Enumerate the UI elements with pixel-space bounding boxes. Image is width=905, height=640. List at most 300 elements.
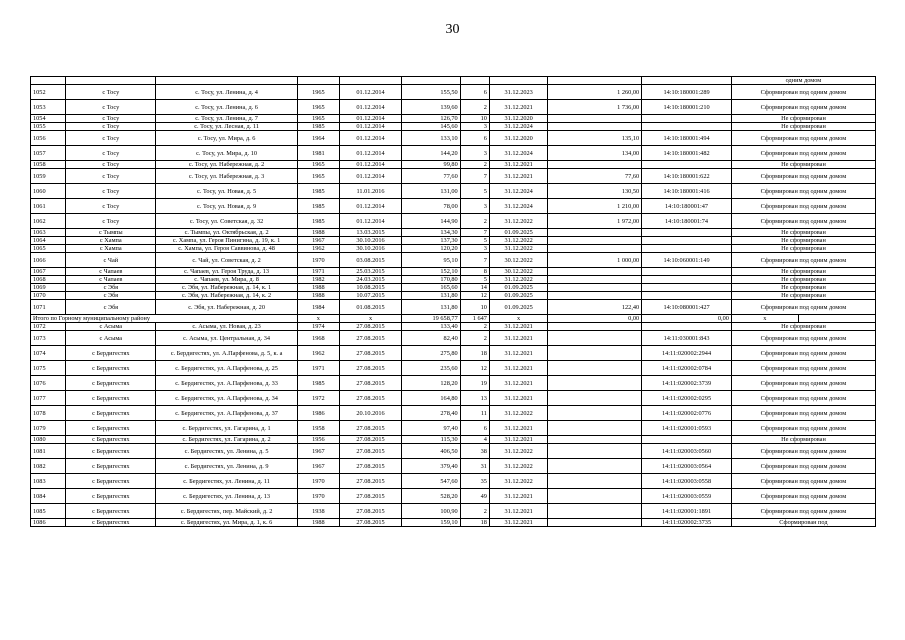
status-cell: Не сформирован xyxy=(731,268,875,276)
table-row xyxy=(31,115,876,123)
table-row xyxy=(31,123,876,131)
row-number-cell: 1053 xyxy=(31,100,66,115)
cost-cell xyxy=(548,421,642,436)
year-cell: 1971 xyxy=(298,268,340,276)
cadastral-cell xyxy=(642,323,732,331)
cadastral-cell: 14:11:020001:0593 xyxy=(642,421,732,436)
cadastral-cell: 14:11:020002:0776 xyxy=(642,406,732,421)
address-cell: с. Бердигестях, пер. Майский, д. 2 xyxy=(156,504,298,519)
table-row xyxy=(31,284,876,292)
area-cell: 95,10 xyxy=(402,253,460,268)
address-cell: с. Бердигестях, ул. Ленина, д. 13 xyxy=(156,489,298,504)
locality-cell: с Асыма xyxy=(66,331,156,346)
status-cell: Сформирован под одним домом xyxy=(731,444,875,459)
area-cell xyxy=(402,77,460,85)
residents-cell: 49 xyxy=(460,489,489,504)
residents-cell: 3 xyxy=(460,199,489,214)
year-cell: 1965 xyxy=(298,115,340,123)
status-cell: Сформирован под одним домом xyxy=(731,406,875,421)
area-cell: 275,80 xyxy=(402,346,460,361)
residents-cell: 6 xyxy=(460,421,489,436)
year-cell: 1938 xyxy=(298,504,340,519)
date-cell: 27.08.2015 xyxy=(339,391,402,406)
status-cell: Сформирован под одним домом xyxy=(731,131,875,146)
date-cell: 01.12.2014 xyxy=(339,131,402,146)
plan-date-cell: 31.12.2022 xyxy=(489,474,547,489)
plan-date-cell: 31.12.2021 xyxy=(489,100,547,115)
plan-date-cell: 31.12.2022 xyxy=(489,459,547,474)
table-row xyxy=(31,436,876,444)
row-number-cell: 1054 xyxy=(31,115,66,123)
residents-cell: 12 xyxy=(460,361,489,376)
cadastral-cell: 14:11:020002:0784 xyxy=(642,361,732,376)
address-cell: с. Бердигестях, ул. Ленина, д. 5 xyxy=(156,444,298,459)
address-cell: с. Хампа, ул. Героя Саввинова, д. 48 xyxy=(156,245,298,253)
area-cell: 547,60 xyxy=(402,474,460,489)
cost-cell xyxy=(548,115,642,123)
plan-date-cell: 31.12.2022 xyxy=(489,444,547,459)
locality-cell: с Тосу xyxy=(66,85,156,100)
address-cell: с. Эбя, ул. Набережная, д. 20 xyxy=(156,300,298,315)
area-cell: 406,50 xyxy=(402,444,460,459)
area-cell: 120,20 xyxy=(402,245,460,253)
year-cell: 1985 xyxy=(298,376,340,391)
address-cell: с. Тосу, ул. Набережная, д. 3 xyxy=(156,169,298,184)
residents-cell: 6 xyxy=(460,85,489,100)
cost-cell xyxy=(548,346,642,361)
plan-date-cell: 31.12.2022 xyxy=(489,214,547,229)
table-row xyxy=(31,331,876,346)
date-cell: 10.08.2015 xyxy=(339,284,402,292)
plan-sum-cell: 0,00 xyxy=(548,315,642,323)
residents-cell: 1 647 xyxy=(460,315,489,323)
year-cell: 1971 xyxy=(298,361,340,376)
locality-cell: с Хампа xyxy=(66,245,156,253)
address-cell: с. Бердигестях, ул. А.Парфенова, д. 33 xyxy=(156,376,298,391)
cost-cell xyxy=(548,504,642,519)
cadastral-cell: 14:10:180001:416 xyxy=(642,184,732,199)
residents-cell: 13 xyxy=(460,391,489,406)
year-cell: 1985 xyxy=(298,214,340,229)
cadastral-cell xyxy=(642,229,732,237)
residents-cell: 14 xyxy=(460,284,489,292)
year-cell: 1984 xyxy=(298,300,340,315)
residents-cell: 31 xyxy=(460,459,489,474)
area-cell: 145,60 xyxy=(402,123,460,131)
status-cell: Не сформирован xyxy=(731,237,875,245)
residents-cell: 19 xyxy=(460,376,489,391)
plan-date-cell: 31.12.2020 xyxy=(489,131,547,146)
locality-cell: с Хампа xyxy=(66,237,156,245)
date-cell: 01.12.2014 xyxy=(339,169,402,184)
status-cell: Не сформирован xyxy=(731,115,875,123)
status-cell: Сформирован под одним домом xyxy=(731,85,875,100)
status-cell: Сформирован под одним домом xyxy=(731,504,875,519)
cadastral-cell: 14:10:180001:289 xyxy=(642,85,732,100)
plan-date-cell: 01.09.2025 xyxy=(489,229,547,237)
table-row xyxy=(31,100,876,115)
row-number-cell: 1080 xyxy=(31,436,66,444)
row-number-cell: 1065 xyxy=(31,245,66,253)
cost-cell xyxy=(548,229,642,237)
date-cell: 27.08.2015 xyxy=(339,504,402,519)
address-cell: с. Хампа, ул. Героя Пинигина, д. 19, к. 1 xyxy=(156,237,298,245)
row-number-cell: 1057 xyxy=(31,146,66,161)
area-cell: 100,90 xyxy=(402,504,460,519)
plan-date-cell: 31.12.2024 xyxy=(489,199,547,214)
cadastral-cell: 14:11:020003:0559 xyxy=(642,489,732,504)
status-cell: Сформирован под xyxy=(731,519,875,527)
cost-cell xyxy=(548,459,642,474)
cadastral-cell xyxy=(642,284,732,292)
address-cell: с. Бердигестях, ул. Гагарина, д. 1 xyxy=(156,421,298,436)
table-row xyxy=(31,161,876,169)
status-cell: Не сформирован xyxy=(731,123,875,131)
residents-cell: 6 xyxy=(460,131,489,146)
table-row xyxy=(31,77,876,85)
plan-date-cell: 31.12.2021 xyxy=(489,421,547,436)
address-cell: с. Тосу, ул. Новая, д. 5 xyxy=(156,184,298,199)
row-number-cell: 1086 xyxy=(31,519,66,527)
cadastral-cell xyxy=(642,115,732,123)
status-cell: Сформирован под одним домом xyxy=(731,199,875,214)
area-cell: 164,80 xyxy=(402,391,460,406)
residents-cell: 3 xyxy=(460,123,489,131)
total-label: Итого по Горному муниципальному району xyxy=(31,315,298,323)
year-cell: 1981 xyxy=(298,146,340,161)
date-cell: 01.12.2014 xyxy=(339,85,402,100)
year-cell: 1988 xyxy=(298,229,340,237)
address-cell: с. Бердигестях, ул. А.Парфенова, д. 25 xyxy=(156,361,298,376)
locality-cell: с Бердигестях xyxy=(66,489,156,504)
year-cell: 1988 xyxy=(298,292,340,300)
cadastral-cell: 14:11:020002:0295 xyxy=(642,391,732,406)
table-row xyxy=(31,391,876,406)
plan-date-cell: 31.12.2021 xyxy=(489,391,547,406)
locality-cell: с Тосу xyxy=(66,100,156,115)
table-row xyxy=(31,444,876,459)
cost-cell xyxy=(548,284,642,292)
table-row xyxy=(31,146,876,161)
locality-cell: с Бердигестях xyxy=(66,391,156,406)
row-number-cell: 1078 xyxy=(31,406,66,421)
date-cell: 27.08.2015 xyxy=(339,489,402,504)
plan-date-cell: 31.12.2022 xyxy=(489,237,547,245)
page-number: 30 xyxy=(445,22,460,37)
area-cell: 144,90 xyxy=(402,214,460,229)
residents-cell: 3 xyxy=(460,245,489,253)
residents-cell: 5 xyxy=(460,184,489,199)
residents-cell: 2 xyxy=(460,331,489,346)
area-cell: 97,40 xyxy=(402,421,460,436)
cost-cell xyxy=(548,268,642,276)
cost-cell: 1 972,00 xyxy=(548,214,642,229)
residents-cell xyxy=(460,77,489,85)
table-row xyxy=(31,459,876,474)
cadastral-cell xyxy=(642,268,732,276)
address-cell: с. Бердигестях, ул. А.Парфенова, д. 37 xyxy=(156,406,298,421)
cadastral-cell: 14:11:020003:0560 xyxy=(642,444,732,459)
plan-date-cell: 31.12.2021 xyxy=(489,504,547,519)
locality-cell: с Асыма xyxy=(66,323,156,331)
date-cell: 27.08.2015 xyxy=(339,436,402,444)
table-row xyxy=(31,519,876,527)
area-cell: 278,40 xyxy=(402,406,460,421)
residents-cell: 4 xyxy=(460,436,489,444)
status-cell: Не сформирован xyxy=(731,161,875,169)
cost-cell: 134,00 xyxy=(548,146,642,161)
locality-cell: с Бердигестях xyxy=(66,421,156,436)
residents-cell: 3 xyxy=(460,146,489,161)
locality-cell: с Чапаев xyxy=(66,268,156,276)
status-cell: Сформирован под одним домом xyxy=(731,300,875,315)
cadastral-cell: 14:10:180001:622 xyxy=(642,169,732,184)
year-cell: 1965 xyxy=(298,85,340,100)
table-total-row xyxy=(31,315,876,323)
cost-cell xyxy=(548,444,642,459)
row-number-cell: 1082 xyxy=(31,459,66,474)
area-cell: 133,10 xyxy=(402,131,460,146)
locality-cell xyxy=(66,77,156,85)
residents-cell: 12 xyxy=(460,292,489,300)
address-cell: с. Асыма, ул. Новая, д. 23 xyxy=(156,323,298,331)
year-cell: 1967 xyxy=(298,444,340,459)
locality-cell: с Тосу xyxy=(66,199,156,214)
plan-date-cell: 31.12.2021 xyxy=(489,346,547,361)
date-cell: 27.08.2015 xyxy=(339,459,402,474)
row-number-cell: 1058 xyxy=(31,161,66,169)
area-cell: 19 658,77 xyxy=(402,315,460,323)
row-number-cell: 1076 xyxy=(31,376,66,391)
table-row xyxy=(31,169,876,184)
residents-cell: 5 xyxy=(460,276,489,284)
locality-cell: с Чапаев xyxy=(66,276,156,284)
row-number-cell: 1084 xyxy=(31,489,66,504)
year-cell: 1985 xyxy=(298,123,340,131)
row-number-cell: 1085 xyxy=(31,504,66,519)
residents-cell: 38 xyxy=(460,444,489,459)
locality-cell: с Тосу xyxy=(66,214,156,229)
status-cell: Сформирован под одним домом xyxy=(731,361,875,376)
year-cell: 1965 xyxy=(298,169,340,184)
table-row xyxy=(31,237,876,245)
cadastral-cell: 14:11:020002:3735 xyxy=(642,519,732,527)
address-cell xyxy=(156,77,298,85)
row-number-cell: 1059 xyxy=(31,169,66,184)
year-cell: 1988 xyxy=(298,284,340,292)
cost-cell xyxy=(548,237,642,245)
table-row xyxy=(31,245,876,253)
cost-cell xyxy=(548,77,642,85)
cadastral-cell: 14:10:180001:494 xyxy=(642,131,732,146)
year-cell: 1968 xyxy=(298,331,340,346)
date-cell: 27.08.2015 xyxy=(339,361,402,376)
locality-cell: с Бердигестях xyxy=(66,436,156,444)
date-cell: 01.12.2014 xyxy=(339,123,402,131)
cadastral-cell xyxy=(642,436,732,444)
status-cell: Сформирован под одним домом xyxy=(731,459,875,474)
residents-cell: 2 xyxy=(460,161,489,169)
date-cell: 01.12.2014 xyxy=(339,214,402,229)
locality-cell: с Бердигестях xyxy=(66,346,156,361)
plan-date-cell xyxy=(489,77,547,85)
plan-date-cell: 01.09.2025 xyxy=(489,300,547,315)
status-cell: Сформирован под одним домом xyxy=(731,100,875,115)
cadastral-cell xyxy=(642,245,732,253)
row-number-cell: 1061 xyxy=(31,199,66,214)
address-cell: с. Чай, ул. Советская, д. 2 xyxy=(156,253,298,268)
row-number-cell: 1074 xyxy=(31,346,66,361)
year-cell: 1972 xyxy=(298,391,340,406)
date-cell: 11.01.2016 xyxy=(339,184,402,199)
cost-cell: 77,60 xyxy=(548,169,642,184)
plan-date-cell: 31.12.2021 xyxy=(489,489,547,504)
area-cell: 379,40 xyxy=(402,459,460,474)
year-cell: 1962 xyxy=(298,245,340,253)
status-cell xyxy=(798,315,875,323)
locality-cell: с Бердигестях xyxy=(66,444,156,459)
date-cell: x xyxy=(339,315,402,323)
locality-cell: с Тосу xyxy=(66,115,156,123)
status-cell: Не сформирован xyxy=(731,245,875,253)
year-cell xyxy=(298,77,340,85)
cadastral-cell xyxy=(642,292,732,300)
area-cell: 170,80 xyxy=(402,276,460,284)
cadastral-cell xyxy=(642,237,732,245)
plan-date-cell: 31.12.2021 xyxy=(489,323,547,331)
area-cell: 78,00 xyxy=(402,199,460,214)
table-row xyxy=(31,184,876,199)
plan-date-cell: 31.12.2021 xyxy=(489,436,547,444)
area-cell: 131,00 xyxy=(402,184,460,199)
cadastral-cell: 14:10:060001:149 xyxy=(642,253,732,268)
date-cell: 20.10.2016 xyxy=(339,406,402,421)
area-cell: 131,80 xyxy=(402,292,460,300)
cost-cell xyxy=(548,123,642,131)
row-number-cell: 1073 xyxy=(31,331,66,346)
status-cell: Сформирован под одним домом xyxy=(731,214,875,229)
cost-cell: 1 210,00 xyxy=(548,199,642,214)
year-cell: 1970 xyxy=(298,253,340,268)
date-cell: 30.10.2016 xyxy=(339,245,402,253)
cadastral-cell xyxy=(642,77,732,85)
area-cell: 137,30 xyxy=(402,237,460,245)
plan-date-cell: 31.12.2021 xyxy=(489,376,547,391)
locality-cell: с Бердигестях xyxy=(66,519,156,527)
locality-cell: с Эбя xyxy=(66,300,156,315)
year-cell: 1985 xyxy=(298,199,340,214)
row-number-cell: 1060 xyxy=(31,184,66,199)
cost-cell xyxy=(548,323,642,331)
locality-cell: с Тосу xyxy=(66,184,156,199)
area-cell: 131,80 xyxy=(402,300,460,315)
cadastral-cell: 14:10:180001:482 xyxy=(642,146,732,161)
address-cell: с. Тосу, ул. Мира, д. 10 xyxy=(156,146,298,161)
status-cell: Сформирован под одним домом xyxy=(731,331,875,346)
date-cell: 24.03.2015 xyxy=(339,276,402,284)
cadastral-cell: 14:11:020003:0558 xyxy=(642,474,732,489)
row-number-cell xyxy=(31,77,66,85)
area-cell: 99,80 xyxy=(402,161,460,169)
status-cell: Не сформирован xyxy=(731,276,875,284)
cost-cell: 135,10 xyxy=(548,131,642,146)
cadastral-cell: 14:11:020001:1891 xyxy=(642,504,732,519)
plan-date-cell: 31.12.2021 xyxy=(489,519,547,527)
residents-cell: 7 xyxy=(460,229,489,237)
residents-cell: 35 xyxy=(460,474,489,489)
table-row xyxy=(31,214,876,229)
address-cell: с. Тосу, ул. Новая, д. 9 xyxy=(156,199,298,214)
date-cell: 01.12.2014 xyxy=(339,100,402,115)
plan-date-cell: 01.09.2025 xyxy=(489,284,547,292)
year-cell: 1974 xyxy=(298,323,340,331)
cost-cell xyxy=(548,276,642,284)
date-cell: 01.12.2014 xyxy=(339,146,402,161)
plan-date-cell: 30.12.2022 xyxy=(489,253,547,268)
row-number-cell: 1066 xyxy=(31,253,66,268)
plan-date-cell: 31.12.2023 xyxy=(489,85,547,100)
locality-cell: с Бердигестях xyxy=(66,376,156,391)
address-cell: с. Бердигестях, ул. Мира, д. 1, к. 6 xyxy=(156,519,298,527)
locality-cell: с Бердигестях xyxy=(66,406,156,421)
cost-cell xyxy=(548,361,642,376)
date-cell xyxy=(339,77,402,85)
residents-cell: 5 xyxy=(460,237,489,245)
status-cell: Не сформирован xyxy=(731,229,875,237)
residents-cell: 8 xyxy=(460,268,489,276)
plan-date-cell: x xyxy=(489,315,547,323)
table-row xyxy=(31,361,876,376)
date-cell: 27.08.2015 xyxy=(339,331,402,346)
plan-date-cell: 31.12.2024 xyxy=(489,184,547,199)
cost-cell: 0,00 xyxy=(642,315,732,323)
status-cell: Не сформирован xyxy=(731,292,875,300)
residents-cell: 2 xyxy=(460,100,489,115)
status-cell: Сформирован под одним домом xyxy=(731,253,875,268)
row-number-cell: 1069 xyxy=(31,284,66,292)
status-cell: Сформирован под одним домом xyxy=(731,184,875,199)
cost-cell: 1 260,00 xyxy=(548,85,642,100)
status-cell: одним домом xyxy=(731,77,875,85)
table-row xyxy=(31,323,876,331)
year-cell: 1964 xyxy=(298,131,340,146)
table-row xyxy=(31,229,876,237)
address-cell: с. Тосу, ул. Ленина, д. 6 xyxy=(156,100,298,115)
table-row xyxy=(31,292,876,300)
housing-register-table xyxy=(30,76,876,527)
status-cell: Сформирован под одним домом xyxy=(731,346,875,361)
address-cell: с. Тосу, ул. Лесная, д. 11 xyxy=(156,123,298,131)
plan-date-cell: 31.12.2021 xyxy=(489,331,547,346)
row-number-cell: 1067 xyxy=(31,268,66,276)
area-cell: 128,20 xyxy=(402,376,460,391)
cost-cell xyxy=(548,292,642,300)
locality-cell: с Бердигестях xyxy=(66,504,156,519)
year-cell: x xyxy=(298,315,340,323)
date-cell: 25.03.2015 xyxy=(339,268,402,276)
plan-date-cell: 30.12.2022 xyxy=(489,268,547,276)
cadastral-cell: 14:11:020002:2944 xyxy=(642,346,732,361)
plan-date-cell: 31.12.2024 xyxy=(489,146,547,161)
locality-cell: с Бердигестях xyxy=(66,474,156,489)
area-cell: 134,30 xyxy=(402,229,460,237)
locality-cell: с Эбя xyxy=(66,284,156,292)
address-cell: с. Бердигестях, ул. Гагарина, д. 2 xyxy=(156,436,298,444)
row-number-cell: 1077 xyxy=(31,391,66,406)
row-number-cell: 1079 xyxy=(31,421,66,436)
year-cell: 1965 xyxy=(298,161,340,169)
table-row xyxy=(31,131,876,146)
